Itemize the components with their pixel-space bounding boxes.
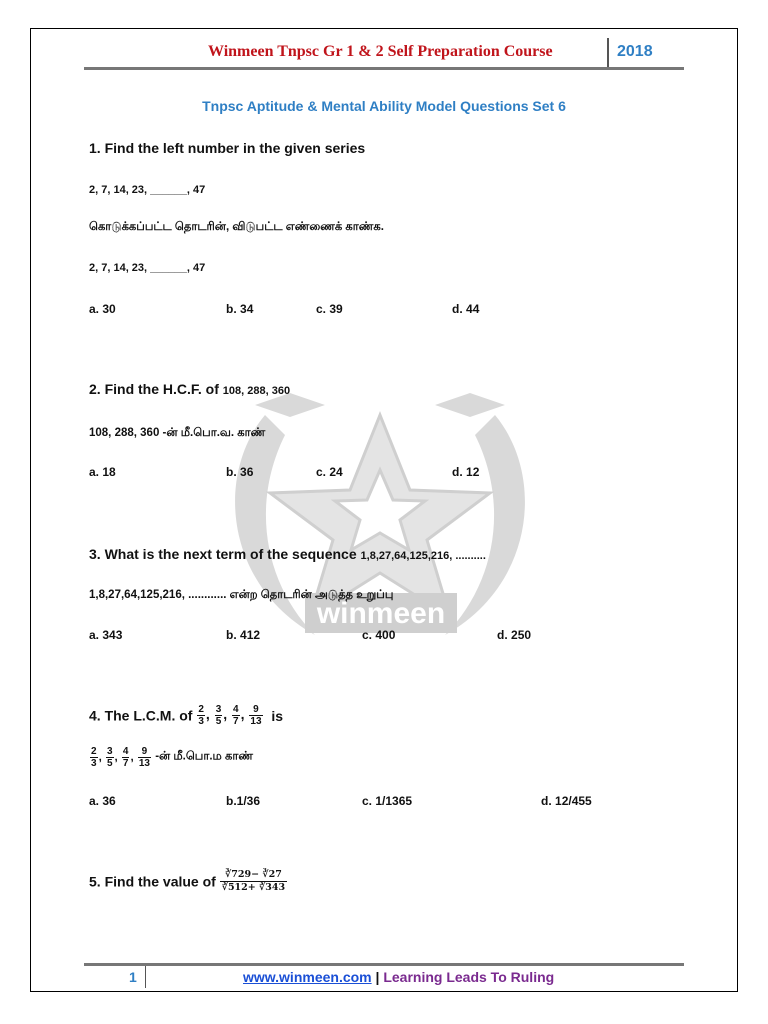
q5-expression [220, 869, 287, 894]
q1-option-b: b. 34 [226, 302, 254, 316]
header-title: Winmeen Tnpsc Gr 1 & 2 Self Preparation Course [208, 43, 553, 60]
q4-option-d: d. 12/455 [541, 794, 592, 808]
q4-tamil-line: $\frac{2}{3}$ , $\frac{3}{5}$ , $\frac{4}{7}$ , $\frac{9}{13}$ -ன் மீ.பொ.ம காண் [91, 746, 254, 769]
watermark-text: winmeen [316, 597, 446, 630]
q5-number: 5. [89, 873, 101, 890]
q3-option-a: a. 343 [89, 628, 123, 642]
q2-number: 2. [89, 381, 101, 397]
q5-numerator: ∛729− ∛27 [220, 869, 287, 882]
q4-fraction: $\frac{4}{7}$ [233, 704, 239, 727]
q4-fraction: $\frac{2}{3}$ [198, 704, 204, 727]
question-4: 4. The L.C.M. of $\frac{2}{3}$ , $\frac{3}{5}$ , $\frac{4}{7}$ , $\frac{9}{13}$ is [89, 704, 284, 727]
q1-text: Find the left number in the given series [104, 140, 366, 156]
header-separator [607, 38, 609, 70]
footer-text [243, 969, 554, 985]
document-title: Tnpsc Aptitude & Mental Ability Model Questions Set 6 [202, 98, 566, 114]
question-1 [89, 140, 365, 156]
q2-text: Find the H.C.F. of [104, 381, 219, 397]
winmeen-watermark-logo [205, 385, 555, 645]
q5-denominator: ∛512+ ∛343 [221, 882, 286, 893]
q5-text: Find the value of [104, 873, 216, 890]
q2-option-d: d. 12 [452, 465, 480, 479]
q3-number: 3. [89, 546, 101, 562]
q3-tamil: 1,8,27,64,125,216, ............ என்ற தொடரின் அடுத்த உறுப்பு [89, 589, 394, 601]
q1-series: 2, 7, 14, 23, ______, 47 [89, 184, 206, 196]
header-year: 2018 [617, 43, 653, 60]
q3-text: What is the next term of the sequence [104, 546, 357, 562]
q4-tamil-suffix: -ன் மீ.பொ.ம காண் [155, 750, 254, 763]
q4-option-b: b.1/36 [226, 794, 261, 808]
q4-tamil-fraction: $\frac{3}{5}$ [106, 746, 113, 769]
q3-option-b: b. 412 [226, 628, 261, 642]
q4-tamil-fraction: $\frac{4}{7}$ [122, 746, 129, 769]
q4-option-a: a. 36 [89, 794, 116, 808]
q4-fraction: $\frac{9}{13}$ [250, 704, 262, 727]
q4-text: The L.C.M. of [104, 707, 193, 724]
q2-numbers: 108, 288, 360 [222, 385, 291, 397]
q1-series-ta: 2, 7, 14, 23, ______, 47 [89, 262, 206, 274]
footer-link[interactable]: www.winmeen.com [243, 969, 372, 985]
q3-sequence: 1,8,27,64,125,216, .......... [360, 550, 486, 562]
q1-option-d: d. 44 [452, 302, 480, 316]
header-rule [84, 67, 684, 70]
q4-fraction: $\frac{3}{5}$ [215, 704, 222, 727]
question-2 [89, 381, 290, 397]
footer-tagline: Learning Leads To Ruling [383, 969, 555, 985]
q2-tamil: 108, 288, 360 -ன் மீ.பொ.வ. காண் [89, 427, 266, 439]
footer-bar: | [375, 969, 380, 985]
question-5 [89, 869, 287, 894]
q4-option-c: c. 1/1365 [362, 794, 413, 808]
question-3 [89, 546, 486, 562]
footer-separator [145, 966, 146, 988]
q1-number: 1. [89, 140, 101, 156]
q4-suffix: is [271, 707, 284, 724]
page-number: 1 [129, 969, 137, 985]
q3-option-c: c. 400 [362, 628, 396, 642]
q3-option-d: d. 250 [497, 628, 532, 642]
q4-number: 4. [89, 707, 101, 724]
q1-option-a: a. 30 [89, 302, 116, 316]
q2-option-a: a. 18 [89, 465, 116, 479]
q1-tamil: கொடுக்கப்பட்ட தொடரின், விடுபட்ட எண்ணைக் காண்க. [89, 221, 384, 233]
watermark-right-cap [435, 393, 505, 417]
q2-option-c: c. 24 [316, 465, 343, 479]
q4-tamil-fraction: $\frac{9}{13}$ [138, 746, 150, 769]
footer-rule [84, 963, 684, 966]
q1-option-c: c. 39 [316, 302, 343, 316]
q4-tamil-fraction: $\frac{2}{3}$ [91, 746, 97, 769]
q2-option-b: b. 36 [226, 465, 254, 479]
